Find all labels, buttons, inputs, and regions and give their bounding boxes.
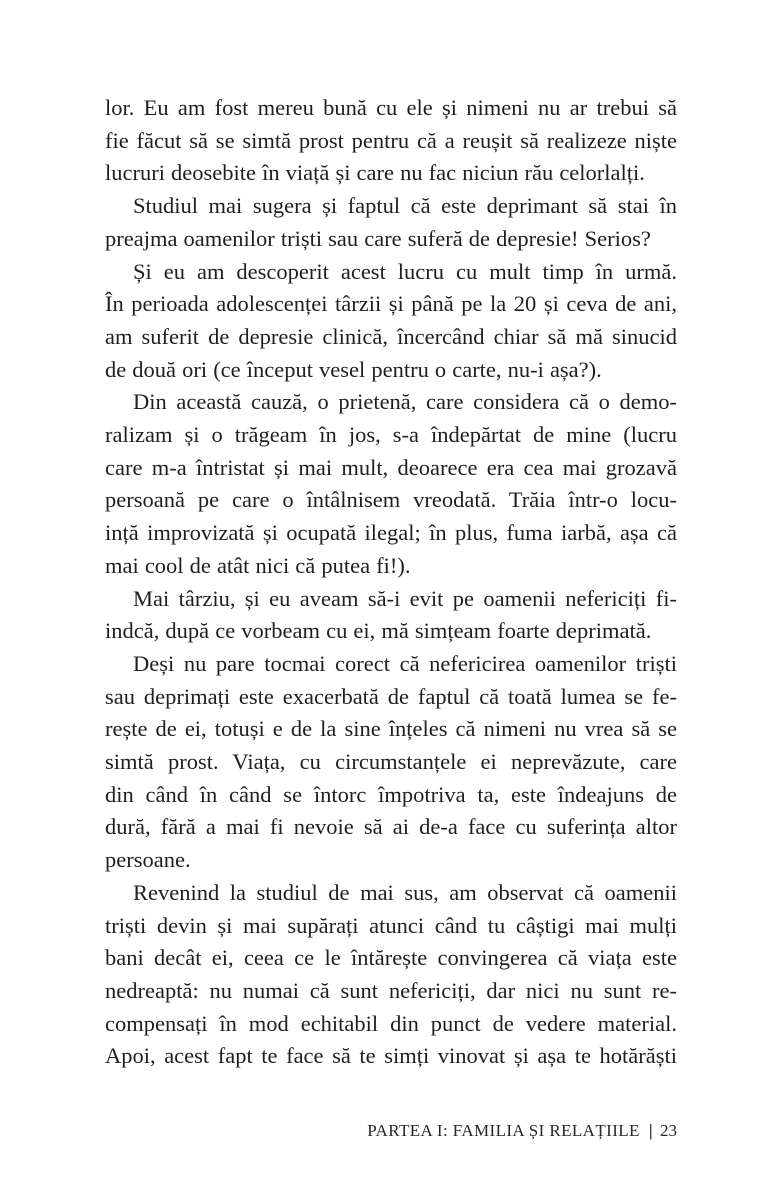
text-line: bani decât ei, ceea ce le întărește convingerea că viața este bbox=[105, 945, 677, 971]
text-line: de două ori (ce început vesel pentru o carte, nu-i așa?). bbox=[105, 356, 602, 382]
text-line: Din această cauză, o prietenă, care considera că o demo- bbox=[133, 389, 677, 415]
text-line: Studiul mai sugera și faptul că este deprimant să stai în bbox=[133, 193, 677, 219]
text-line: am suferit de depresie clinică, încercând chiar să mă sinucid bbox=[105, 323, 677, 349]
text-line: Apoi, acest fapt te face să te simți vinovat și așa te hotărăști bbox=[105, 1043, 677, 1069]
text-line: indcă, după ce vorbeam cu ei, mă simțeam foarte deprimată. bbox=[105, 618, 652, 644]
text-line: mai cool de atât nici că putea fi!). bbox=[105, 552, 411, 578]
text-line: compensați în mod echitabil din punct de vedere material. bbox=[105, 1010, 677, 1036]
body-text bbox=[105, 92, 677, 1073]
text-line: În perioada adolescenței târzii și până pe la 20 și ceva de ani, bbox=[105, 291, 677, 317]
text-line: dură, fără a mai fi nevoie să ai de-a face cu suferința altor bbox=[105, 814, 677, 840]
text-line: preajma oamenilor triști sau care suferă de depresie! Serios? bbox=[105, 225, 651, 251]
page-footer bbox=[105, 1121, 677, 1141]
text-line: persoană pe care o întâlnisem vreodată. Trăia într-o locu- bbox=[105, 487, 677, 513]
text-line: Revenind la studiul de mai sus, am observat că oamenii bbox=[133, 879, 677, 905]
text-line: sau deprimați este exacerbată de faptul că toată lumea se fe- bbox=[105, 683, 677, 709]
text-line: Și eu am descoperit acest lucru cu mult timp în urmă. bbox=[133, 258, 677, 284]
text-line: ință improvizată și ocupată ilegal; în plus, fuma iarbă, așa că bbox=[105, 520, 677, 546]
page-number: 23 bbox=[660, 1121, 677, 1140]
text-line: Deși nu pare tocmai corect că nefericirea oamenilor triști bbox=[133, 650, 677, 676]
text-line: simtă prost. Viața, cu circumstanțele ei neprevăzute, care bbox=[105, 749, 677, 775]
text-line: nedreaptă: nu numai că sunt nefericiți, dar nici nu sunt re- bbox=[105, 977, 677, 1003]
text-line: ralizam și o trăgeam în jos, s-a îndepărtat de mine (lucru bbox=[105, 422, 677, 448]
text-line: Mai târziu, și eu aveam să-i evit pe oamenii nefericiți fi- bbox=[133, 585, 677, 611]
text-line: rește de ei, totuși e de la sine înțeles că nimeni nu vrea să se bbox=[105, 716, 677, 742]
text-line: lucruri deosebite în viață și care nu fac niciun rău celorlalți. bbox=[105, 160, 645, 186]
text-line: triști devin și mai supărați atunci când tu câștigi mai mulți bbox=[105, 912, 677, 938]
text-line: persoane. bbox=[105, 847, 191, 873]
text-line: fie făcut să se simtă prost pentru că a reușit să realizeze niște bbox=[105, 127, 677, 153]
footer-separator: | bbox=[648, 1121, 653, 1140]
text-line: din când în când se întorc împotriva ta, este îndeajuns de bbox=[105, 781, 677, 807]
text-line: lor. Eu am fost mereu bună cu ele și nimeni nu ar trebui să bbox=[105, 95, 677, 120]
running-head: PARTEA I: FAMILIA ȘI RELAȚIILE bbox=[367, 1121, 640, 1140]
text-line: care m-a întristat și mai mult, deoarece era cea mai grozavă bbox=[105, 454, 677, 480]
